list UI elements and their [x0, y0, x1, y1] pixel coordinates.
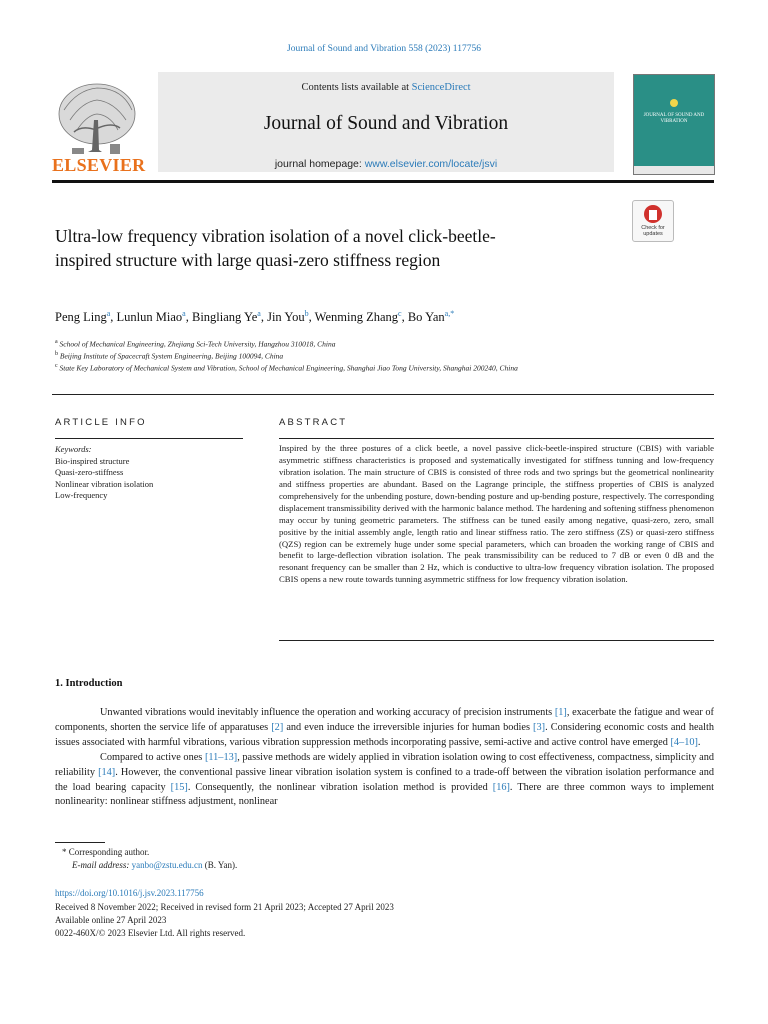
intro-text: and even induce the irreversible injuries for human bodies: [283, 721, 534, 733]
cover-strip: [634, 166, 714, 174]
author-affil-mark[interactable]: c: [398, 309, 402, 318]
author-name[interactable]: Jin You: [267, 310, 305, 325]
intro-text: , exacerbate the fatigue and wear of components, shorten the service life of apparatuses: [55, 707, 714, 733]
cover-title: JOURNAL OF SOUND AND VIBRATION: [643, 113, 705, 124]
intro-text: , passive methods are widely applied in vibration isolation owing to cost effectiveness, compactness, simplicity and reliability: [55, 751, 714, 778]
article-info-heading: ARTICLE INFO: [55, 417, 147, 428]
paper-title: Ultra-low frequency vibration isolation of a novel click-beetle-inspired structure with large quasi-zero stiffness region: [55, 226, 496, 270]
elsevier-wordmark: ELSEVIER: [52, 155, 146, 175]
keywords-block: [55, 444, 153, 502]
affiliation: [55, 361, 615, 374]
email-label: E-mail address:: [72, 860, 132, 870]
intro-text: . Consequently, the nonlinear vibration isolation method is provided: [187, 781, 493, 793]
introduction-body: [55, 706, 714, 810]
introduction-heading: 1. Introduction: [55, 678, 123, 689]
affil-mark: c: [55, 363, 58, 369]
check-for-updates-button[interactable]: [632, 200, 674, 242]
email-note: [72, 860, 237, 870]
header-rule: [52, 180, 714, 183]
affil-mark: a: [55, 339, 58, 345]
journal-reference-link[interactable]: Journal of Sound and Vibration 558 (2023) 117756: [287, 44, 481, 54]
citation-link[interactable]: [11–13]: [204, 751, 238, 763]
intro-text: Compared to active ones: [100, 751, 205, 763]
intro-text: . Considering economic costs and health issues associated with harmful vibrations, various vibration suppression methods incorporating passive, semi-active and active control have emerged: [55, 721, 714, 748]
intro-paragraph: [55, 751, 714, 811]
keyword: Quasi-zero-stiffness: [55, 467, 124, 477]
received-dates: Received 8 November 2022; Received in revised form 21 April 2023; Accepted 27 April 2023: [55, 902, 394, 912]
contents-line: [158, 82, 614, 93]
article-info-rule: [55, 438, 243, 439]
intro-paragraph: [55, 706, 714, 751]
cover-seal-icon: [670, 99, 678, 107]
intro-text: .: [697, 736, 701, 748]
citation-link[interactable]: [16]: [492, 781, 510, 793]
affil-mark: b: [55, 351, 58, 357]
section-divider: [52, 394, 714, 395]
homepage-link[interactable]: www.elsevier.com/locate/jsvi: [364, 158, 498, 170]
affiliation: [55, 337, 655, 350]
intro-text: . However, the conventional passive linear vibration isolation system is confined to a trade-off between the vibration isolation performance and the load bearing capacity: [55, 766, 714, 793]
keyword: Nonlinear vibration isolation: [55, 478, 154, 489]
abstract-heading: ABSTRACT: [279, 417, 348, 428]
email-link[interactable]: yanbo@zstu.edu.cn: [131, 860, 203, 870]
keyword: Low-frequency: [55, 490, 108, 500]
footnote-rule: [55, 842, 105, 843]
copyright: 0022-460X/© 2023 Elsevier Ltd. All rights reserved.: [55, 928, 246, 938]
affil-text: State Key Laboratory of Mechanical System and Vibration, School of Mechanical Engineering, Shanghai Jiao Tong University, Shanghai 200240, China: [59, 363, 518, 373]
citation-link[interactable]: [15]: [170, 781, 188, 793]
author-affil-mark[interactable]: a: [106, 309, 111, 318]
contents-prefix: Contents lists available at: [301, 82, 412, 93]
author-affil-mark[interactable]: a: [182, 309, 186, 318]
citation-link[interactable]: [3]: [533, 721, 546, 733]
doi-link[interactable]: https://doi.org/10.1016/j.jsv.2023.117756: [55, 888, 204, 898]
author-name[interactable]: Bingliang Ye: [191, 310, 258, 325]
homepage-line: [158, 158, 614, 170]
citation-link[interactable]: [4–10]: [670, 736, 698, 748]
author-affil-mark[interactable]: a,*: [444, 309, 455, 318]
check-updates-label: Check for updates: [641, 225, 665, 237]
author-name[interactable]: Wenming Zhang: [314, 310, 399, 325]
abstract-rule: [279, 438, 714, 439]
author-affil-mark[interactable]: a: [257, 309, 261, 318]
sciencedirect-link[interactable]: ScienceDirect: [411, 82, 471, 93]
corresponding-author-note: * Corresponding author.: [62, 847, 150, 857]
abstract-bottom-rule: [279, 640, 714, 641]
intro-text: . There are three common ways to implement nonlinearity: nonlinear stiffness adjustment, nonlinear: [55, 781, 714, 808]
keyword: Bio-inspired structure: [55, 455, 130, 466]
author-name[interactable]: Peng Ling: [55, 310, 107, 325]
journal-title: Journal of Sound and Vibration: [263, 113, 509, 134]
affil-text: School of Mechanical Engineering, Zhejiang Sci-Tech University, Hangzhou 310018, China: [59, 339, 336, 349]
keywords-label: Keywords:: [55, 444, 92, 454]
bookmark-icon: [649, 210, 657, 220]
author-name[interactable]: Lunlun Miao: [116, 310, 183, 325]
affil-text: Beijing Institute of Spacecraft System Engineering, Beijing 100094, China: [59, 351, 284, 361]
intro-text: Unwanted vibrations would inevitably influence the operation and working accuracy of precision instruments: [100, 707, 555, 718]
email-suffix: (B. Yan).: [202, 860, 238, 870]
homepage-prefix: journal homepage:: [274, 158, 365, 170]
citation-link[interactable]: [1]: [554, 707, 567, 718]
citation-link[interactable]: [14]: [98, 766, 116, 778]
journal-cover-image[interactable]: [633, 74, 715, 175]
available-online: Available online 27 April 2023: [55, 915, 167, 925]
author-name[interactable]: Bo Yan: [407, 310, 445, 325]
citation-link[interactable]: [2]: [271, 721, 284, 733]
author-affil-mark[interactable]: b: [304, 309, 309, 318]
abstract-text: Inspired by the three postures of a click beetle, a novel passive click-beetle-inspired structure (CBIS) with variable asymmetric stiffness characteristics is proposed and systematically investigated for stiffness tunning and low-frequency vibration isolation. The main structure of CBIS is consisted of three rods and two springs but the geometrical nonlinearity and stiffness properties are abundant. Based on the Lagrange principle, the stiffness properties of CBIS is analyzed comprehensively for the unbending posture, down-bending posture and up-bending posture, respectively. The corresponding displacement transmissibility derived with the harmonic balance method. The hardening and softening stiffness phenomenon may occur by tuning geometric parameters. The stiffness can be tuned easily among negative, quasi-zero, zero, small positive by the initial assembly angle, length ratio and linear stiffness ratio. The zero stiffness (ZS) or quasi-zero stiffness (QZS) region can be extremely huge under some special parameters, which can broaden the working range of CBIS and benefit to large-deflection vibration isolation. The peak transmissibility can be reduced to 7 dB or even 0 dB and the resonant frequency can be smaller than 2 Hz, which is conductive to ultra-low frequency vibration isolation. The proposed CBIS opens a new route towards tunning asymmetric stiffness for low frequency vibration isolation.: [279, 443, 714, 585]
author-list: Peng Ling$^a$, Lunlun Miao$^a$, Bingliang Ye$^a$, Jin You$^b$, Wenming Zhang$^c$, Bo Yan$^{a,*}$: [55, 309, 455, 325]
affiliation: [55, 349, 655, 362]
